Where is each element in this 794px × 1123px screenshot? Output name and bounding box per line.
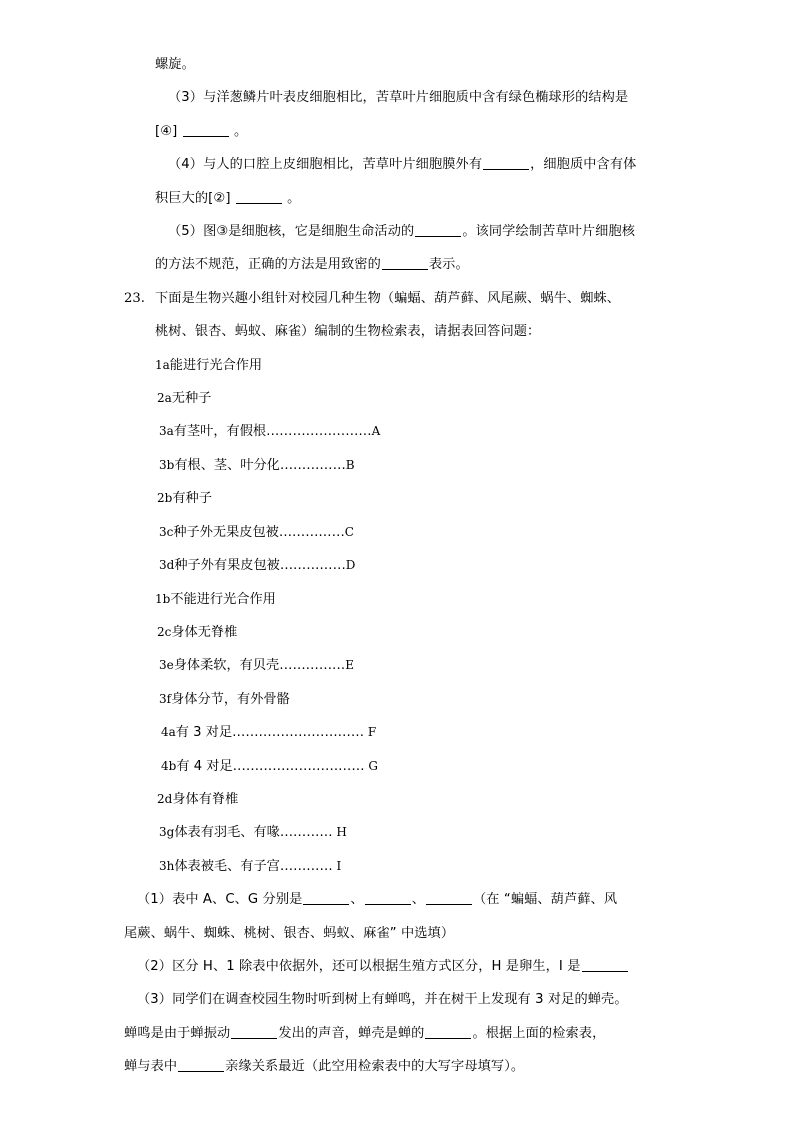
question-23	[124, 282, 658, 349]
q23-sub3-line3	[124, 1050, 658, 1083]
answer-blank[interactable]	[415, 223, 461, 237]
key-entry-text: 不能进行光合作用	[170, 591, 276, 607]
answer-blank[interactable]	[183, 123, 229, 137]
key-entry-leader-dots: …………………………	[232, 758, 365, 774]
answer-blank[interactable]	[231, 1025, 277, 1039]
q23-sub3-line2-before: 蝉鸣是由于蝉振动	[124, 1025, 231, 1041]
q22-part4-line2-before: 积巨大的[②]	[155, 190, 231, 206]
key-entry-text: 身体分节，有外骨骼	[171, 691, 290, 707]
answer-blank[interactable]	[178, 1058, 224, 1072]
q22-part4-text-after: ，细胞质中含有体	[530, 157, 637, 173]
key-entry-result: G	[364, 758, 378, 773]
q23-sub1-line2: 尾蕨、蜗牛、蜘蛛、桃树、银杏、蚂蚁、麻雀” 中选填）	[124, 925, 455, 941]
answer-blank[interactable]	[483, 156, 529, 170]
q23-sub1-mid1: 、	[350, 892, 364, 908]
key-entry-code: 1b	[155, 591, 171, 606]
key-entry-text: 体表被毛、有子宫	[174, 858, 280, 874]
key-entry	[124, 516, 658, 549]
key-entry-code: 3e	[159, 658, 174, 673]
q22-part3-period: 。	[234, 123, 248, 139]
key-entry-result: B	[345, 457, 355, 472]
key-entry-text: 有茎叶，有假根	[173, 424, 267, 440]
key-entry	[124, 449, 658, 482]
key-entry	[124, 382, 658, 415]
question-22-continued	[155, 48, 658, 282]
key-entry	[124, 616, 658, 649]
q23-sub3-line3-after: 亲缘关系最近（此空用检索表中的大写字母填写）。	[225, 1059, 525, 1075]
key-entry-code: 4a	[161, 725, 176, 740]
key-entry	[124, 850, 658, 883]
q22-part3-line2	[155, 115, 658, 148]
carryover-line: 螺旋。	[155, 57, 195, 72]
key-entry-leader-dots: ……………	[279, 658, 346, 674]
key-entry	[124, 549, 658, 582]
key-entry-result: D	[345, 558, 356, 573]
key-entry-result: H	[332, 825, 347, 840]
q22-part3-ref: [④]	[155, 123, 178, 139]
key-entry-result: C	[344, 524, 354, 539]
q23-sub1-mid2: 、	[411, 892, 426, 908]
key-entry	[124, 349, 658, 382]
key-entry-text: 体表有羽毛、有喙	[174, 825, 280, 841]
answer-blank[interactable]	[303, 891, 349, 905]
q22-part5-line1-after: 。该同学绘制苦草叶片细胞核	[462, 224, 636, 240]
q23-sub2-before: （2）区分 H、1 除表中依据外，还可以根据生殖方式区分，H 是卵生，I 是	[137, 958, 581, 974]
q22-part5-line2-after: 表示。	[428, 257, 469, 273]
key-entry-code: 3b	[159, 457, 175, 472]
key-entry	[124, 750, 658, 783]
key-entry-text: 有根、茎、叶分化	[174, 457, 280, 473]
key-entry-code: 2a	[157, 391, 172, 406]
key-entry-text: 身体有脊椎	[172, 791, 239, 807]
answer-blank[interactable]	[365, 891, 411, 905]
key-entry-leader-dots: …………………………	[232, 725, 365, 741]
key-entry-text: 种子外无果皮包被	[173, 524, 279, 540]
key-entry-leader-dots: ……………	[278, 524, 345, 540]
key-entry	[124, 783, 658, 816]
key-entry-text: 种子外有果皮包被	[174, 558, 280, 574]
q23-sub1-after: （在 “蝙蝠、葫芦藓、风	[473, 892, 618, 908]
key-entry	[124, 716, 658, 749]
key-entry	[124, 482, 658, 515]
key-entry-code: 3h	[159, 858, 175, 873]
key-entry-leader-dots: …………	[279, 858, 333, 874]
key-entry-code: 2c	[157, 624, 172, 639]
q22-part4-line2-after: 。	[287, 190, 301, 206]
q22-part5-line1	[155, 215, 658, 248]
question-23-body	[155, 282, 658, 349]
key-entry-code: 2d	[157, 791, 173, 806]
q23-sub1-line1	[124, 883, 658, 916]
key-entry-result: A	[371, 424, 381, 439]
key-entry-code: 3d	[159, 558, 175, 573]
key-entry	[124, 816, 658, 849]
answer-blank[interactable]	[425, 1025, 471, 1039]
key-entry-code: 3f	[159, 691, 172, 706]
key-entry-code: 3a	[159, 424, 174, 439]
key-entry-text: 有 4 对足	[176, 758, 233, 774]
q22-part5-line2-before: 的方法不规范，正确的方法是用致密的	[155, 257, 381, 273]
q23-sub3-line1: （3）同学们在调查校园生物时听到树上有蝉鸣，并在树干上发现有 3 对足的蝉壳。	[137, 992, 628, 1008]
q22-part3-line1: （3）与洋葱鳞片叶表皮细胞相比，苦草叶片细胞质中含有绿色椭球形的结构是	[168, 90, 629, 106]
q23-sub1-before: （1）表中 A、C、G 分别是	[137, 892, 303, 908]
q23-sub3-line2-after: 。根据上面的检索表，	[472, 1025, 606, 1041]
key-entry-text: 有种子	[172, 491, 212, 507]
q23-sub3-line2-mid: 发出的声音，蝉壳是蝉的	[278, 1025, 425, 1041]
key-entry-code: 2b	[157, 491, 173, 506]
key-entry-leader-dots: ……………	[279, 457, 346, 473]
key-entry-text: 身体柔软，有贝壳	[173, 658, 280, 674]
key-entry-code: 3g	[159, 825, 175, 840]
key-entry	[124, 683, 658, 716]
key-entry-text: 无种子	[171, 391, 212, 407]
answer-blank[interactable]	[582, 958, 628, 972]
answer-blank[interactable]	[426, 891, 472, 905]
q22-part4-line1	[155, 148, 658, 181]
q22-part5-line1-before: （5）图③是细胞核，它是细胞生命活动的	[168, 224, 415, 240]
key-entry-code: 3c	[159, 524, 174, 539]
key-entry-result: I	[332, 858, 342, 873]
key-entry-text: 有 3 对足	[175, 725, 233, 741]
dichotomous-key-table	[124, 349, 658, 884]
q22-part4-text-before: （4）与人的口腔上皮细胞相比，苦草叶片细胞膜外有	[168, 157, 483, 173]
key-entry-leader-dots: ……………………	[266, 424, 372, 440]
key-entry	[124, 649, 658, 682]
key-entry-text: 能进行光合作用	[169, 357, 263, 373]
question-23-stem-line2: 桃树、银杏、蚂蚁、麻雀）编制的生物检索表，请据表回答问题：	[155, 324, 541, 340]
question-23-stem-line1: 下面是生物兴趣小组针对校园几种生物（蝙蝠、葫芦藓、风尾蕨、蜗牛、蜘蛛、	[155, 290, 621, 306]
answer-blank[interactable]	[236, 190, 282, 204]
key-entry-result: E	[345, 658, 354, 673]
q23-sub2-line1	[124, 950, 658, 983]
key-entry-code: 1a	[155, 357, 170, 372]
q22-part5-line2	[155, 248, 658, 281]
page-content	[124, 48, 658, 1084]
q23-sub3-line3-before: 蝉与表中	[124, 1059, 178, 1075]
key-entry-result: F	[364, 725, 377, 740]
key-entry-leader-dots: …………	[279, 825, 333, 841]
key-entry-leader-dots: ……………	[279, 558, 346, 574]
question-23-number: 23.	[124, 290, 145, 306]
key-entry-code: 4b	[161, 758, 177, 773]
key-entry-text: 身体无脊椎	[171, 624, 238, 640]
answer-blank[interactable]	[382, 256, 428, 270]
q22-part4-line2	[155, 182, 658, 215]
q23-sub3-line2	[124, 1017, 658, 1050]
key-entry	[124, 415, 658, 448]
key-entry	[124, 583, 658, 616]
